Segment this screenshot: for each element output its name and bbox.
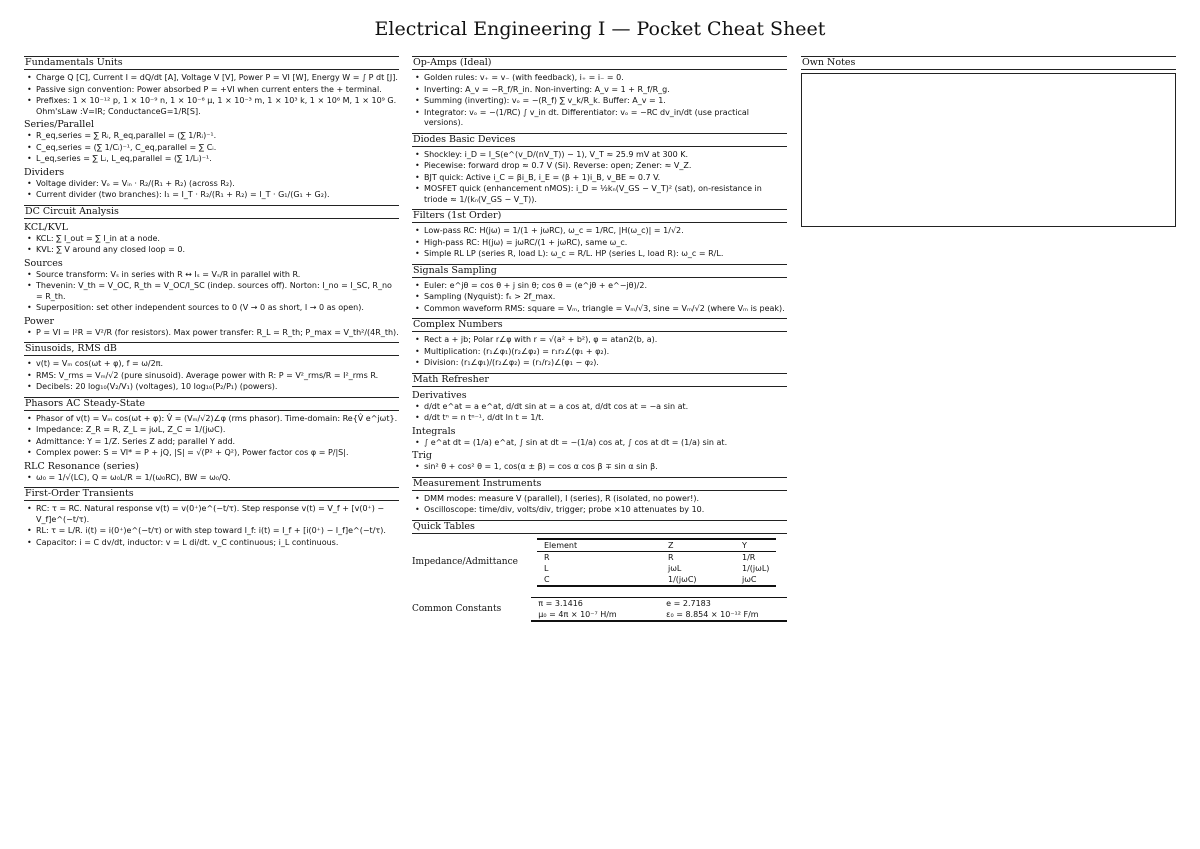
impedance-table-header (537, 539, 776, 552)
column-right (801, 56, 1176, 231)
math-refresher-section (412, 373, 787, 473)
bullet-list (412, 281, 787, 315)
section-title: Op-Amps (Ideal) (412, 56, 787, 70)
section-title: Complex Numbers (412, 318, 787, 332)
list-item: • Thevenin: V_th = V_OC, R_th = V_OC/I_SC (indep. sources off). Norton: I_no = I_SC, R_no = R_th. (36, 281, 399, 302)
list-item: • Complex power: S = VI* = P + jQ, |S| = √(P² + Q²), Power factor cos φ = P/|S|. (36, 448, 399, 459)
bullet-list (412, 73, 787, 129)
list-item: • ω₀ = 1/√(LC), Q = ω₀L/R = 1/(ω₀RC), BW = ω₀/Q. (36, 473, 399, 484)
subsection-title: Derivatives (412, 389, 467, 401)
list-item: • Superposition: set other independent sources to 0 (V → 0 as short, I → 0 as open). (36, 303, 399, 314)
section-title: Quick Tables (412, 520, 787, 534)
list-item: • DMM modes: measure V (parallel), I (series), R (isolated, no power!). (424, 494, 787, 505)
list-item: • v(t) = Vₘ cos(ωt + φ), f = ω/2π. (36, 359, 399, 370)
list-item: • C_eq,series = (∑ 1/Cᵢ)⁻¹, C_eq,parallel = ∑ Cᵢ. (36, 143, 399, 154)
section-title: Math Refresher (412, 373, 787, 387)
table-cell: 1/R (742, 552, 756, 562)
bullet-list (24, 234, 399, 256)
subsection-title: Sources (24, 257, 63, 269)
fundamentals-units-section (24, 56, 399, 201)
list-item: • sin² θ + cos² θ = 1, cos(α ± β) = cos α cos β ∓ sin α sin β. (424, 462, 787, 473)
list-item: • Voltage divider: Vₒ = Vᵢₙ · R₂/(R₁ + R₂) (across R₂). (36, 179, 399, 190)
section-title: DC Circuit Analysis (24, 205, 399, 219)
list-item: • RC: τ = RC. Natural response v(t) = v(0⁺)e^(−t/τ). Step response v(t) = V_f + [v(0⁺) − V_f]e^(−t/τ). (36, 504, 399, 525)
table-cell: L (544, 563, 549, 573)
bullet-list (412, 226, 787, 260)
bullet-list (24, 131, 399, 165)
sinusoids-rms-db-section (24, 342, 399, 393)
list-item: • Low-pass RC: H(jω) = 1/(1 + jωRC), ω_c = 1/RC, |H(ω_c)| = 1/√2. (424, 226, 787, 237)
section-title: Diodes Basic Devices (412, 133, 787, 147)
list-item: • R_eq,series = ∑ Rᵢ, R_eq,parallel = (∑ 1/Rᵢ)⁻¹. (36, 131, 399, 142)
table-cell: μ₀ = 4π × 10⁻⁷ H/m (538, 609, 617, 619)
list-item: • Rect a + jb; Polar r∠φ with r = √(a² + b²), φ = atan2(b, a). (424, 335, 787, 346)
table-cell: e = 2.7183 (666, 598, 711, 608)
section-title: Sinusoids, RMS dB (24, 342, 399, 356)
impedance-table-label: Impedance/Admittance (412, 557, 518, 567)
list-item: • Summing (inverting): vₒ = −(R_f) ∑ v_k/R_k. Buffer: A_v = 1. (424, 96, 787, 107)
bullet-list (412, 438, 787, 449)
list-item: • Euler: e^jθ = cos θ + j sin θ; cos θ = (e^jθ + e^−jθ)/2. (424, 281, 787, 292)
list-item: • Admittance: Y = 1/Z. Series Z add; parallel Y add. (36, 437, 399, 448)
own-notes-section (801, 56, 1176, 227)
subsection-title: Series/Parallel (24, 119, 94, 130)
subsection-title: KCL/KVL (24, 221, 68, 233)
column-middle-sections (412, 56, 787, 516)
table-cell: 1/(jωL) (742, 563, 770, 573)
impedance-table (537, 538, 776, 587)
section-title: Filters (1st Order) (412, 209, 787, 223)
list-item: • Current divider (two branches): I₁ = I_T · R₂/(R₁ + R₂) = I_T · G₁/(G₁ + G₂). (36, 190, 399, 201)
complex-numbers-section (412, 318, 787, 369)
list-item: • Common waveform RMS: square = Vₘ, triangle = Vₘ/√3, sine = Vₘ/√2 (where Vₘ is peak). (424, 304, 787, 315)
list-item: • KCL: ∑ I_out = ∑ I_in at a node. (36, 234, 399, 245)
quick-tables-section (412, 520, 787, 622)
list-item: • L_eq,series = ∑ Lᵢ, L_eq,parallel = (∑ 1/Lᵢ)⁻¹. (36, 154, 399, 165)
section-title: First-Order Transients (24, 487, 399, 501)
list-item: • Multiplication: (r₁∠φ₁)(r₂∠φ₂) = r₁r₂∠(φ₁ + φ₂). (424, 347, 787, 358)
section-title: Phasors AC Steady-State (24, 397, 399, 411)
bullet-list (24, 504, 399, 548)
bullet-list (24, 179, 399, 201)
bullet-list (24, 473, 399, 484)
table-row (531, 597, 787, 609)
dc-circuit-analysis-section (24, 205, 399, 339)
list-item: • Capacitor: i = C dv/dt, inductor: v = L di/dt. v_C continuous; i_L continuous. (36, 538, 399, 549)
list-item: • d/dt e^at = a e^at, d/dt sin at = a cos at, d/dt cos at = −a sin at. (424, 402, 787, 413)
section-title: Measurement Instruments (412, 477, 787, 491)
list-item: • Shockley: i_D = I_S(e^(v_D/(nV_T)) − 1), V_T ≈ 25.9 mV at 300 K. (424, 150, 787, 161)
constants-table-label: Common Constants (412, 604, 502, 614)
table-cell: ε₀ = 8.854 × 10⁻¹² F/m (666, 609, 759, 619)
table-row (537, 551, 776, 563)
list-item: • Decibels: 20 log₁₀(V₂/V₁) (voltages), 10 log₁₀(P₂/P₁) (powers). (36, 382, 399, 393)
table-header-cell: Element (537, 539, 661, 552)
list-item: • Prefixes: 1 × 10⁻¹² p, 1 × 10⁻⁹ n, 1 × 10⁻⁶ μ, 1 × 10⁻³ m, 1 × 10³ k, 1 × 10⁶ M, 1 × 10⁹ G. Ohm'sLaw :V=IR; ConductanceG=1/R[S]. (36, 96, 399, 117)
first-order-transients-section (24, 487, 399, 548)
list-item: • Golden rules: v₊ = v₋ (with feedback), i₊ = i₋ = 0. (424, 73, 787, 84)
section-title: Fundamentals Units (24, 56, 399, 70)
bullet-list (24, 73, 399, 117)
op-amps-ideal-section (412, 56, 787, 129)
table-cell: jωL (668, 563, 682, 573)
bullet-list (24, 414, 399, 459)
table-cell: R (544, 552, 550, 562)
column-middle (412, 56, 787, 626)
list-item: • Sampling (Nyquist): fₛ > 2f_max. (424, 292, 787, 303)
list-item: • Inverting: A_v = −R_f/R_in. Non-inverting: A_v = 1 + R_f/R_g. (424, 85, 787, 96)
table-cell: π = 3.1416 (538, 598, 583, 608)
bullet-list (412, 335, 787, 369)
list-item: • Integrator: vₒ = −(1/RC) ∫ v_in dt. Differentiator: vₒ = −RC dv_in/dt (use practical versions). (424, 108, 787, 129)
list-item: • P = VI = I²R = V²/R (for resistors). Max power transfer: R_L = R_th; P_max = V_th²/(4R_th). (36, 328, 399, 339)
table-header-cell: Z (661, 539, 735, 552)
list-item: • Charge Q [C], Current I = dQ/dt [A], Voltage V [V], Power P = VI [W], Energy W = ∫ P dt [J]. (36, 73, 399, 84)
bullet-list (412, 462, 787, 473)
list-item: • Piecewise: forward drop ≈ 0.7 V (Si). Reverse: open; Zener: ≈ V_Z. (424, 161, 787, 172)
section-title: Own Notes (801, 56, 1176, 70)
subsection-title: Trig (412, 450, 432, 461)
table-cell: C (544, 574, 550, 584)
constants-table-row (412, 597, 787, 622)
phasors-ac-steady-state-section (24, 397, 399, 484)
list-item: • Simple RL LP (series R, load L): ω_c = R/L. HP (series L, load R): ω_c = R/L. (424, 249, 787, 260)
table-row (531, 609, 787, 621)
list-item: • Phasor of v(t) = Vₘ cos(ωt + φ): V̂ = (Vₘ/√2)∠φ (rms phasor). Time-domain: Re{V̂ e^jωt}. (36, 414, 399, 425)
measurement-instruments-section (412, 477, 787, 516)
list-item: • Passive sign convention: Power absorbed P = +VI when current enters the + terminal. (36, 85, 399, 96)
list-item: • Oscilloscope: time/div, volts/div, trigger; probe ×10 attenuates by 10. (424, 505, 787, 516)
list-item: • RL: τ = L/R. i(t) = i(0⁺)e^(−t/τ) or with step toward I_f: i(t) = I_f + [i(0⁺) − I_f]e^(−t/τ). (36, 526, 399, 537)
table-row (537, 574, 776, 586)
bullet-list (24, 270, 399, 314)
table-cell: R (668, 552, 674, 562)
table-cell: jωC (742, 574, 757, 584)
section-title: Signals Sampling (412, 264, 787, 278)
bullet-list (412, 494, 787, 516)
table-header-cell: Y (735, 539, 776, 552)
list-item: • MOSFET quick (enhancement nMOS): i_D = ½kₙ(V_GS − V_T)² (sat), on-resistance in triode ≈ 1/(kₙ(V_GS − V_T)). (424, 184, 787, 205)
list-item: • BJT quick: Active i_C = βi_B, i_E = (β + 1)i_B, v_BE ≈ 0.7 V. (424, 173, 787, 184)
subsection-title: Dividers (24, 166, 65, 178)
diodes-basic-devices-section (412, 133, 787, 206)
table-cell: 1/(jωC) (668, 574, 697, 584)
bullet-list (412, 402, 787, 424)
impedance-table-row (412, 538, 787, 587)
list-item: • Source transform: Vₛ in series with R ↔ Iₛ = Vₛ/R in parallel with R. (36, 270, 399, 281)
page-title: Electrical Engineering I — Pocket Cheat Sheet (374, 18, 826, 40)
bullet-list (24, 328, 399, 339)
list-item: • KVL: ∑ V around any closed loop = 0. (36, 245, 399, 256)
list-item: • Impedance: Z_R = R, Z_L = jωL, Z_C = 1/(jωC). (36, 425, 399, 436)
list-item: • Division: (r₁∠φ₁)/(r₂∠φ₂) = (r₁/r₂)∠(φ₁ − φ₂). (424, 358, 787, 369)
bullet-list (412, 150, 787, 206)
constants-table (531, 597, 787, 622)
subsection-title: Power (24, 315, 55, 327)
list-item: • RMS: V_rms = Vₘ/√2 (pure sinusoid). Average power with R: P = V²_rms/R = I²_rms R. (36, 371, 399, 382)
list-item: • High-pass RC: H(jω) = jωRC/(1 + jωRC), same ω_c. (424, 238, 787, 249)
subsection-title: Integrals (412, 425, 456, 437)
list-item: • d/dt tⁿ = n tⁿ⁻¹, d/dt ln t = 1/t. (424, 413, 787, 424)
column-left (24, 56, 399, 552)
table-row (537, 563, 776, 574)
bullet-list (24, 359, 399, 393)
signals-sampling-section (412, 264, 787, 315)
list-item: • ∫ e^at dt = (1/a) e^at, ∫ sin at dt = −(1/a) cos at, ∫ cos at dt = (1/a) sin at. (424, 438, 787, 449)
notes-box[interactable] (801, 73, 1176, 227)
subsection-title: RLC Resonance (series) (24, 460, 139, 472)
filters-1st-order-section (412, 209, 787, 260)
